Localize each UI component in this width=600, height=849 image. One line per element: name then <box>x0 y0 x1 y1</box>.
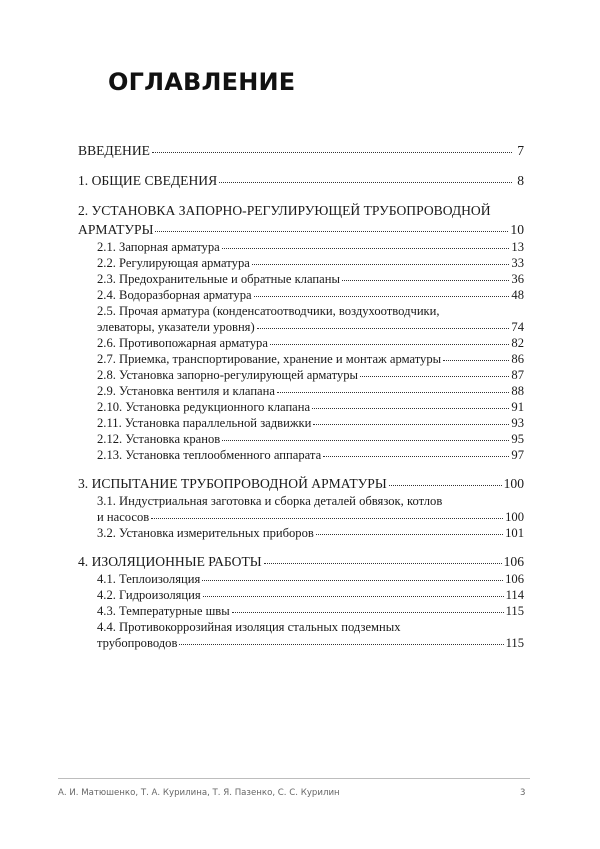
toc-subentry-label: элеваторы, указатели уровня) <box>97 320 255 334</box>
toc-subentry-label: и насосов <box>97 510 150 524</box>
toc-subentry-page: 91 <box>511 400 524 414</box>
toc-subentry[interactable] <box>78 603 524 619</box>
toc-entry-page: 10 <box>510 222 524 237</box>
toc-subentry-page: 48 <box>511 288 524 302</box>
toc-subentry[interactable] <box>78 367 524 383</box>
toc-subentry-page: 88 <box>511 384 524 398</box>
toc-subentry[interactable] <box>78 351 524 367</box>
toc-subentry-label: 4.3. Температурные швы <box>97 604 230 618</box>
dot-leader <box>264 562 502 564</box>
toc-entry-label: 3. ИСПЫТАНИЕ ТРУБОПРОВОДНОЙ АРМАТУРЫ <box>78 476 387 491</box>
toc-subentry[interactable] <box>78 447 524 463</box>
toc-subentry-label: 2.7. Приемка, транспортирование, хранение и монтаж арматуры <box>97 352 442 366</box>
footer-divider <box>58 778 530 779</box>
dot-leader <box>232 611 504 613</box>
toc-subentry-page: 33 <box>511 256 524 270</box>
toc-section-intro <box>78 141 524 160</box>
toc-entry-page: 106 <box>503 554 524 569</box>
toc-entry-label-line1[interactable]: 2. УСТАНОВКА ЗАПОРНО-РЕГУЛИРУЮЩЕЙ ТРУБОПРОВОДНОЙ <box>78 203 491 218</box>
toc-subentry-page: 101 <box>505 526 524 540</box>
toc-subentry[interactable] <box>78 319 524 335</box>
toc-subentry-page: 93 <box>511 416 524 430</box>
toc-subentry-page: 36 <box>511 272 524 286</box>
dot-leader <box>443 359 509 361</box>
toc-subentry-page: 82 <box>511 336 524 350</box>
dot-leader <box>316 533 503 535</box>
toc-subentry[interactable] <box>78 239 524 255</box>
toc-subentry-label: 4.2. Гидроизоляция <box>97 588 201 602</box>
toc-entry[interactable] <box>78 220 524 239</box>
toc-section-1 <box>78 171 524 190</box>
toc-entry[interactable] <box>78 552 524 571</box>
toc-subentry-label: 2.8. Установка запорно-регулирующей арматуры <box>97 368 358 382</box>
toc-subentry-label-line1[interactable]: 2.5. Прочая арматура (конденсатоотводчики, воздухоотводчики, <box>97 304 440 318</box>
toc-subentry[interactable] <box>78 587 524 603</box>
dot-leader <box>222 247 510 249</box>
page-title: ОГЛАВЛЕНИЕ <box>108 68 296 96</box>
dot-leader <box>219 181 512 183</box>
dot-leader <box>270 343 509 345</box>
toc-subentry[interactable] <box>78 287 524 303</box>
toc-subentry[interactable] <box>78 255 524 271</box>
dot-leader <box>252 263 510 265</box>
toc-entry[interactable] <box>78 474 524 493</box>
toc-subentry-label: 2.4. Водоразборная арматура <box>97 288 252 302</box>
dot-leader <box>152 151 512 153</box>
dot-leader <box>342 279 509 281</box>
dot-leader <box>313 423 509 425</box>
table-of-contents <box>78 141 524 651</box>
toc-subentry-page: 13 <box>511 240 524 254</box>
toc-section-2 <box>78 201 524 463</box>
toc-section-4 <box>78 552 524 651</box>
dot-leader <box>257 327 510 329</box>
dot-leader <box>203 595 504 597</box>
toc-subentry[interactable] <box>78 571 524 587</box>
toc-entry-label: ВВЕДЕНИЕ <box>78 143 150 158</box>
toc-subentry-page: 114 <box>505 588 524 602</box>
footer-page-number: 3 <box>520 788 526 798</box>
toc-subentry-label: 2.9. Установка вентиля и клапана <box>97 384 275 398</box>
toc-subentry-page: 97 <box>511 448 524 462</box>
dot-leader <box>202 579 503 581</box>
toc-subentry-label: 3.2. Установка измерительных приборов <box>97 526 314 540</box>
toc-subentry-label: 2.12. Установка кранов <box>97 432 221 446</box>
toc-subentry-label: 4.1. Теплоизоляция <box>97 572 201 586</box>
toc-subentry-label: 2.2. Регулирующая арматура <box>97 256 250 270</box>
toc-subentry[interactable] <box>78 525 524 541</box>
toc-entry[interactable] <box>78 141 524 160</box>
toc-subentry-page: 115 <box>505 604 524 618</box>
toc-entry[interactable] <box>78 171 524 190</box>
footer-authors: А. И. Матюшенко, Т. А. Курилина, Т. Я. Пазенко, С. С. Курилин <box>58 788 340 798</box>
dot-leader <box>360 375 509 377</box>
toc-entry-label: 1. ОБЩИЕ СВЕДЕНИЯ <box>78 173 218 188</box>
toc-entry-label: АРМАТУРЫ <box>78 222 154 237</box>
toc-subentry[interactable] <box>78 335 524 351</box>
dot-leader <box>222 439 509 441</box>
toc-subentry-page: 106 <box>505 572 524 586</box>
dot-leader <box>323 455 509 457</box>
toc-subentry-label: 2.6. Противопожарная арматура <box>97 336 268 350</box>
toc-subentry[interactable] <box>78 383 524 399</box>
toc-section-3 <box>78 474 524 541</box>
toc-entry-page: 100 <box>503 476 524 491</box>
toc-subentry-label: 2.10. Установка редукционного клапана <box>97 400 311 414</box>
toc-subentry-page: 100 <box>505 510 524 524</box>
toc-subentry-label: 2.1. Запорная арматура <box>97 240 220 254</box>
dot-leader <box>179 643 503 645</box>
toc-subentry[interactable] <box>78 509 524 525</box>
toc-subentry-label: 2.3. Предохранительные и обратные клапаны <box>97 272 340 286</box>
dot-leader <box>155 230 508 232</box>
toc-subentry-label-line1[interactable]: 4.4. Противокоррозийная изоляция стальных подземных <box>97 620 401 634</box>
dot-leader <box>254 295 510 297</box>
toc-subentry-page: 115 <box>505 636 524 650</box>
toc-entry-label: 4. ИЗОЛЯЦИОННЫЕ РАБОТЫ <box>78 554 262 569</box>
toc-entry-page: 7 <box>517 143 524 158</box>
toc-subentry[interactable] <box>78 635 524 651</box>
toc-entry-page: 8 <box>517 173 524 188</box>
toc-subentry[interactable] <box>78 415 524 431</box>
toc-subentry[interactable] <box>78 399 524 415</box>
dot-leader <box>389 484 502 486</box>
toc-subentry-page: 74 <box>511 320 524 334</box>
toc-subentry-page: 87 <box>511 368 524 382</box>
toc-subentry-label: трубопроводов <box>97 636 178 650</box>
toc-subentry-page: 95 <box>511 432 524 446</box>
toc-subentry-label: 2.13. Установка теплообменного аппарата <box>97 448 322 462</box>
toc-subentry-page: 86 <box>511 352 524 366</box>
dot-leader <box>312 407 509 409</box>
toc-subentry-label-line1[interactable]: 3.1. Индустриальная заготовка и сборка деталей обвязок, котлов <box>97 494 443 508</box>
toc-subentry-label: 2.11. Установка параллельной задвижки <box>97 416 312 430</box>
dot-leader <box>277 391 509 393</box>
toc-subentry[interactable] <box>78 271 524 287</box>
toc-subentry[interactable] <box>78 431 524 447</box>
dot-leader <box>151 517 503 519</box>
